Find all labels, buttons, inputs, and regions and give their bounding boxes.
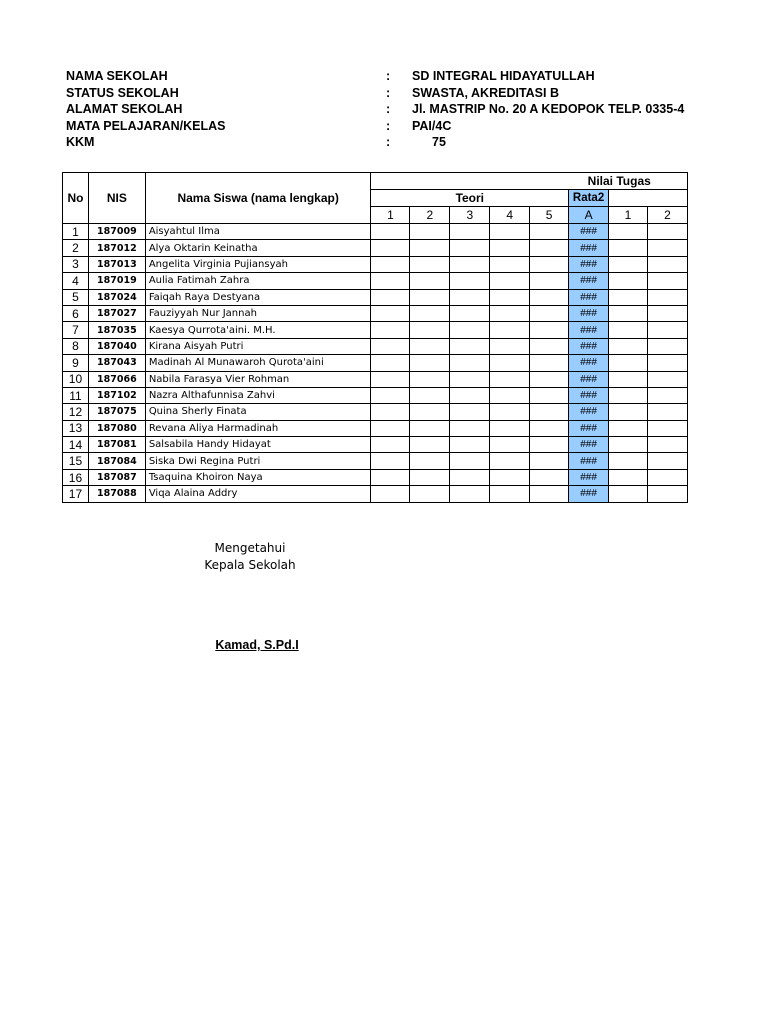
- cell-teori-1[interactable]: [371, 404, 410, 420]
- table-row: [63, 305, 688, 321]
- cell-teori-2[interactable]: [410, 338, 450, 354]
- cell-student-name[interactable]: Fauziyyah Nur Jannah: [145, 305, 371, 321]
- cell-rata2[interactable]: ###: [569, 453, 609, 469]
- cell-teori-2[interactable]: [410, 486, 450, 502]
- cell-teori-5[interactable]: [530, 453, 569, 469]
- cell-nis[interactable]: 187087: [88, 469, 145, 485]
- cell-nis[interactable]: 187102: [88, 387, 145, 403]
- cell-teori-1[interactable]: [371, 371, 410, 387]
- cell-student-name[interactable]: Kaesya Qurrota'aini. M.H.: [145, 322, 371, 338]
- info-label: STATUS SEKOLAH: [66, 85, 179, 100]
- cell-no[interactable]: 10: [63, 371, 89, 387]
- table-row: [63, 289, 688, 305]
- cell-nis[interactable]: 187066: [88, 371, 145, 387]
- cell-student-name[interactable]: Siska Dwi Regina Putri: [145, 453, 371, 469]
- cell-extra-2[interactable]: [647, 273, 687, 289]
- cell-extra-2[interactable]: [647, 256, 687, 272]
- cell-no[interactable]: 15: [63, 453, 89, 469]
- subheader-empty: [609, 190, 688, 207]
- info-label: NAMA SEKOLAH: [66, 69, 168, 83]
- cell-student-name[interactable]: Revana Aliya Harmadinah: [145, 420, 371, 436]
- cell-teori-1[interactable]: [371, 289, 410, 305]
- cell-nis[interactable]: 187012: [88, 240, 145, 256]
- cell-teori-1[interactable]: [371, 305, 410, 321]
- cell-teori-5[interactable]: [530, 420, 569, 436]
- cell-student-name[interactable]: Faiqah Raya Destyana: [145, 289, 371, 305]
- cell-extra-1[interactable]: [609, 256, 648, 272]
- cell-student-name[interactable]: Viqa Alaina Addry: [145, 486, 371, 502]
- cell-extra-1[interactable]: [609, 355, 648, 371]
- info-value: 75: [432, 135, 446, 149]
- cell-teori-5[interactable]: [530, 338, 569, 354]
- cell-rata2[interactable]: ###: [569, 387, 609, 403]
- cell-extra-2[interactable]: [647, 305, 687, 321]
- cell-teori-5[interactable]: [530, 404, 569, 420]
- cell-extra-2[interactable]: [647, 338, 687, 354]
- cell-teori-3[interactable]: [450, 240, 490, 256]
- table-row: [63, 420, 688, 436]
- cell-rata2[interactable]: ###: [569, 322, 609, 338]
- cell-extra-2[interactable]: [647, 355, 687, 371]
- cell-extra-1[interactable]: [609, 453, 648, 469]
- cell-extra-2[interactable]: [647, 224, 687, 240]
- cell-teori-1[interactable]: [371, 486, 410, 502]
- cell-extra-1[interactable]: [609, 322, 648, 338]
- col-extra-1: 1: [609, 207, 648, 224]
- cell-nis[interactable]: 187040: [88, 338, 145, 354]
- col-header-name: Nama Siswa (nama lengkap): [145, 173, 371, 224]
- cell-extra-1[interactable]: [609, 387, 648, 403]
- cell-extra-1[interactable]: [609, 404, 648, 420]
- cell-no[interactable]: 17: [63, 486, 89, 502]
- table-row: [63, 273, 688, 289]
- cell-no[interactable]: 3: [63, 256, 89, 272]
- cell-nis[interactable]: 187027: [88, 305, 145, 321]
- cell-teori-4[interactable]: [490, 305, 530, 321]
- cell-teori-1[interactable]: [371, 420, 410, 436]
- info-label: MATA PELAJARAN/KELAS: [66, 118, 226, 133]
- cell-teori-3[interactable]: [450, 322, 490, 338]
- cell-teori-5[interactable]: [530, 240, 569, 256]
- cell-teori-3[interactable]: [450, 469, 490, 485]
- cell-teori-3[interactable]: [450, 224, 490, 240]
- cell-extra-2[interactable]: [647, 453, 687, 469]
- cell-no[interactable]: 7: [63, 322, 89, 338]
- cell-teori-2[interactable]: [410, 289, 450, 305]
- table-row: [63, 371, 688, 387]
- cell-nis[interactable]: 187084: [88, 453, 145, 469]
- table-row: [63, 224, 688, 240]
- table-row: [63, 387, 688, 403]
- col-rata-a: A: [569, 207, 609, 224]
- cell-teori-1[interactable]: [371, 224, 410, 240]
- cell-teori-5[interactable]: [530, 371, 569, 387]
- cell-extra-2[interactable]: [647, 486, 687, 502]
- cell-student-name[interactable]: Nazra Althafunnisa Zahvi: [145, 387, 371, 403]
- cell-teori-3[interactable]: [450, 387, 490, 403]
- cell-nis[interactable]: 187088: [88, 486, 145, 502]
- cell-teori-5[interactable]: [530, 224, 569, 240]
- cell-teori-5[interactable]: [530, 486, 569, 502]
- cell-teori-5[interactable]: [530, 355, 569, 371]
- cell-nis[interactable]: 187009: [88, 224, 145, 240]
- cell-nis[interactable]: 187019: [88, 273, 145, 289]
- cell-teori-1[interactable]: [371, 338, 410, 354]
- cell-teori-2[interactable]: [410, 273, 450, 289]
- subheader-teori: Teori: [371, 190, 569, 207]
- table-row: [63, 256, 688, 272]
- cell-teori-5[interactable]: [530, 289, 569, 305]
- cell-teori-3[interactable]: [450, 371, 490, 387]
- cell-no[interactable]: 13: [63, 420, 89, 436]
- cell-student-name[interactable]: Tsaquina Khoiron Naya: [145, 469, 371, 485]
- cell-rata2[interactable]: ###: [569, 437, 609, 453]
- cell-student-name[interactable]: Salsabila Handy Hidayat: [145, 437, 371, 453]
- cell-extra-2[interactable]: [647, 371, 687, 387]
- cell-extra-2[interactable]: [647, 420, 687, 436]
- cell-teori-5[interactable]: [530, 437, 569, 453]
- cell-student-name[interactable]: Madinah Al Munawaroh Qurota'aini: [145, 355, 371, 371]
- cell-teori-3[interactable]: [450, 453, 490, 469]
- cell-teori-4[interactable]: [490, 338, 530, 354]
- cell-no[interactable]: 6: [63, 305, 89, 321]
- cell-teori-4[interactable]: [490, 453, 530, 469]
- cell-extra-1[interactable]: [609, 289, 648, 305]
- cell-student-name[interactable]: Aulia Fatimah Zahra: [145, 273, 371, 289]
- cell-extra-1[interactable]: [609, 371, 648, 387]
- table-row: [63, 355, 688, 371]
- cell-student-name[interactable]: Kirana Aisyah Putri: [145, 338, 371, 354]
- cell-no[interactable]: 14: [63, 437, 89, 453]
- info-colon: :: [386, 69, 391, 83]
- cell-teori-4[interactable]: [490, 240, 530, 256]
- cell-teori-5[interactable]: [530, 322, 569, 338]
- cell-teori-4[interactable]: [490, 256, 530, 272]
- cell-no[interactable]: 9: [63, 355, 89, 371]
- cell-teori-4[interactable]: [490, 437, 530, 453]
- table-row: [63, 322, 688, 338]
- cell-extra-2[interactable]: [647, 437, 687, 453]
- info-value: Jl. MASTRIP No. 20 A KEDOPOK TELP. 0335-4: [412, 102, 685, 116]
- cell-teori-4[interactable]: [490, 224, 530, 240]
- cell-teori-3[interactable]: [450, 437, 490, 453]
- col-teori-1: 1: [371, 207, 410, 224]
- cell-extra-2[interactable]: [647, 469, 687, 485]
- cell-teori-2[interactable]: [410, 469, 450, 485]
- col-teori-3: 3: [450, 207, 490, 224]
- cell-teori-3[interactable]: [450, 355, 490, 371]
- cell-teori-1[interactable]: [371, 240, 410, 256]
- cell-nis[interactable]: 187080: [88, 420, 145, 436]
- cell-teori-3[interactable]: [450, 256, 490, 272]
- cell-rata2[interactable]: ###: [569, 305, 609, 321]
- col-teori-2: 2: [410, 207, 450, 224]
- cell-teori-3[interactable]: [450, 338, 490, 354]
- cell-rata2[interactable]: ###: [569, 404, 609, 420]
- cell-teori-4[interactable]: [490, 322, 530, 338]
- cell-teori-3[interactable]: [450, 404, 490, 420]
- cell-no[interactable]: 12: [63, 404, 89, 420]
- group-header-nilai-tugas: [371, 173, 688, 190]
- table-row: [63, 469, 688, 485]
- signature-block: [150, 540, 350, 574]
- info-label: ALAMAT SEKOLAH: [66, 102, 183, 116]
- table-row: [63, 404, 688, 420]
- cell-rata2[interactable]: ###: [569, 240, 609, 256]
- cell-teori-5[interactable]: [530, 469, 569, 485]
- col-header-no: No: [63, 173, 89, 224]
- cell-teori-2[interactable]: [410, 453, 450, 469]
- info-label: KKM: [66, 135, 95, 149]
- grade-table: [62, 172, 688, 503]
- info-colon: :: [386, 118, 391, 133]
- col-header-nis: NIS: [88, 173, 145, 224]
- cell-student-name[interactable]: Quina Sherly Finata: [145, 404, 371, 420]
- cell-teori-5[interactable]: [530, 387, 569, 403]
- cell-teori-1[interactable]: [371, 273, 410, 289]
- cell-rata2[interactable]: ###: [569, 256, 609, 272]
- cell-nis[interactable]: 187035: [88, 322, 145, 338]
- cell-rata2[interactable]: ###: [569, 289, 609, 305]
- info-value: PAI/4C: [412, 118, 452, 133]
- cell-extra-1[interactable]: [609, 224, 648, 240]
- cell-nis[interactable]: 187013: [88, 256, 145, 272]
- cell-student-name[interactable]: Angelita Virginia Pujiansyah: [145, 256, 371, 272]
- cell-teori-4[interactable]: [490, 273, 530, 289]
- table-row: [63, 486, 688, 502]
- cell-teori-4[interactable]: [490, 289, 530, 305]
- cell-teori-3[interactable]: [450, 305, 490, 321]
- cell-no[interactable]: 2: [63, 240, 89, 256]
- cell-no[interactable]: 1: [63, 224, 89, 240]
- cell-nis[interactable]: 187024: [88, 289, 145, 305]
- table-row: [63, 453, 688, 469]
- cell-extra-2[interactable]: [647, 387, 687, 403]
- cell-teori-4[interactable]: [490, 355, 530, 371]
- cell-teori-4[interactable]: [490, 486, 530, 502]
- cell-rata2[interactable]: ###: [569, 371, 609, 387]
- cell-teori-4[interactable]: [490, 371, 530, 387]
- cell-no[interactable]: 5: [63, 289, 89, 305]
- cell-teori-2[interactable]: [410, 371, 450, 387]
- cell-no[interactable]: 16: [63, 469, 89, 485]
- cell-extra-1[interactable]: [609, 437, 648, 453]
- info-colon: :: [386, 135, 391, 149]
- cell-extra-2[interactable]: [647, 322, 687, 338]
- info-value: SD INTEGRAL HIDAYATULLAH: [412, 69, 595, 83]
- table-row: [63, 240, 688, 256]
- cell-teori-2[interactable]: [410, 387, 450, 403]
- cell-teori-2[interactable]: [410, 355, 450, 371]
- cell-extra-1[interactable]: [609, 469, 648, 485]
- cell-teori-1[interactable]: [371, 355, 410, 371]
- cell-nis[interactable]: 187043: [88, 355, 145, 371]
- cell-rata2[interactable]: ###: [569, 486, 609, 502]
- table-row: [63, 437, 688, 453]
- cell-student-name[interactable]: Alya Oktarin Keinatha: [145, 240, 371, 256]
- cell-no[interactable]: 8: [63, 338, 89, 354]
- cell-extra-2[interactable]: [647, 240, 687, 256]
- student-rows: [63, 224, 688, 503]
- col-teori-4: 4: [490, 207, 530, 224]
- cell-extra-1[interactable]: [609, 338, 648, 354]
- cell-teori-2[interactable]: [410, 437, 450, 453]
- cell-teori-2[interactable]: [410, 305, 450, 321]
- cell-extra-1[interactable]: [609, 273, 648, 289]
- signature-acknowledged: Mengetahui: [214, 541, 286, 555]
- cell-extra-1[interactable]: [609, 240, 648, 256]
- table-row: [63, 338, 688, 354]
- cell-nis[interactable]: 187075: [88, 404, 145, 420]
- cell-teori-2[interactable]: [410, 224, 450, 240]
- cell-teori-4[interactable]: [490, 404, 530, 420]
- cell-extra-2[interactable]: [647, 404, 687, 420]
- cell-teori-3[interactable]: [450, 289, 490, 305]
- col-teori-5: 5: [530, 207, 569, 224]
- cell-nis[interactable]: 187081: [88, 437, 145, 453]
- cell-teori-2[interactable]: [410, 322, 450, 338]
- cell-teori-3[interactable]: [450, 486, 490, 502]
- subheader-rata2: Rata2: [569, 190, 609, 207]
- cell-teori-1[interactable]: [371, 256, 410, 272]
- cell-teori-4[interactable]: [490, 420, 530, 436]
- cell-student-name[interactable]: Aisyahtul Ilma: [145, 224, 371, 240]
- group-title: Nilai Tugas: [587, 174, 651, 188]
- cell-extra-1[interactable]: [609, 486, 648, 502]
- cell-teori-2[interactable]: [410, 404, 450, 420]
- cell-extra-1[interactable]: [609, 305, 648, 321]
- info-value: SWASTA, AKREDITASI B: [412, 85, 559, 100]
- cell-extra-1[interactable]: [609, 420, 648, 436]
- col-extra-2: 2: [647, 207, 687, 224]
- cell-no[interactable]: 11: [63, 387, 89, 403]
- cell-teori-1[interactable]: [371, 437, 410, 453]
- cell-rata2[interactable]: ###: [569, 338, 609, 354]
- cell-teori-5[interactable]: [530, 273, 569, 289]
- cell-teori-1[interactable]: [371, 387, 410, 403]
- cell-rata2[interactable]: ###: [569, 469, 609, 485]
- cell-rata2[interactable]: ###: [569, 355, 609, 371]
- cell-rata2[interactable]: ###: [569, 224, 609, 240]
- cell-teori-2[interactable]: [410, 256, 450, 272]
- cell-teori-1[interactable]: [371, 322, 410, 338]
- cell-teori-5[interactable]: [530, 256, 569, 272]
- cell-teori-1[interactable]: [371, 453, 410, 469]
- cell-extra-2[interactable]: [647, 289, 687, 305]
- cell-rata2[interactable]: ###: [569, 420, 609, 436]
- cell-teori-2[interactable]: [410, 420, 450, 436]
- signature-name: Kamad, S.Pd.I: [215, 638, 299, 652]
- info-colon: :: [386, 85, 391, 100]
- cell-teori-4[interactable]: [490, 469, 530, 485]
- cell-teori-3[interactable]: [450, 420, 490, 436]
- cell-teori-1[interactable]: [371, 469, 410, 485]
- info-colon: :: [386, 102, 391, 116]
- cell-teori-4[interactable]: [490, 387, 530, 403]
- cell-teori-5[interactable]: [530, 305, 569, 321]
- cell-student-name[interactable]: Nabila Farasya Vier Rohman: [145, 371, 371, 387]
- cell-rata2[interactable]: ###: [569, 273, 609, 289]
- cell-teori-2[interactable]: [410, 240, 450, 256]
- cell-no[interactable]: 4: [63, 273, 89, 289]
- cell-teori-3[interactable]: [450, 273, 490, 289]
- signature-title: Kepala Sekolah: [204, 558, 296, 572]
